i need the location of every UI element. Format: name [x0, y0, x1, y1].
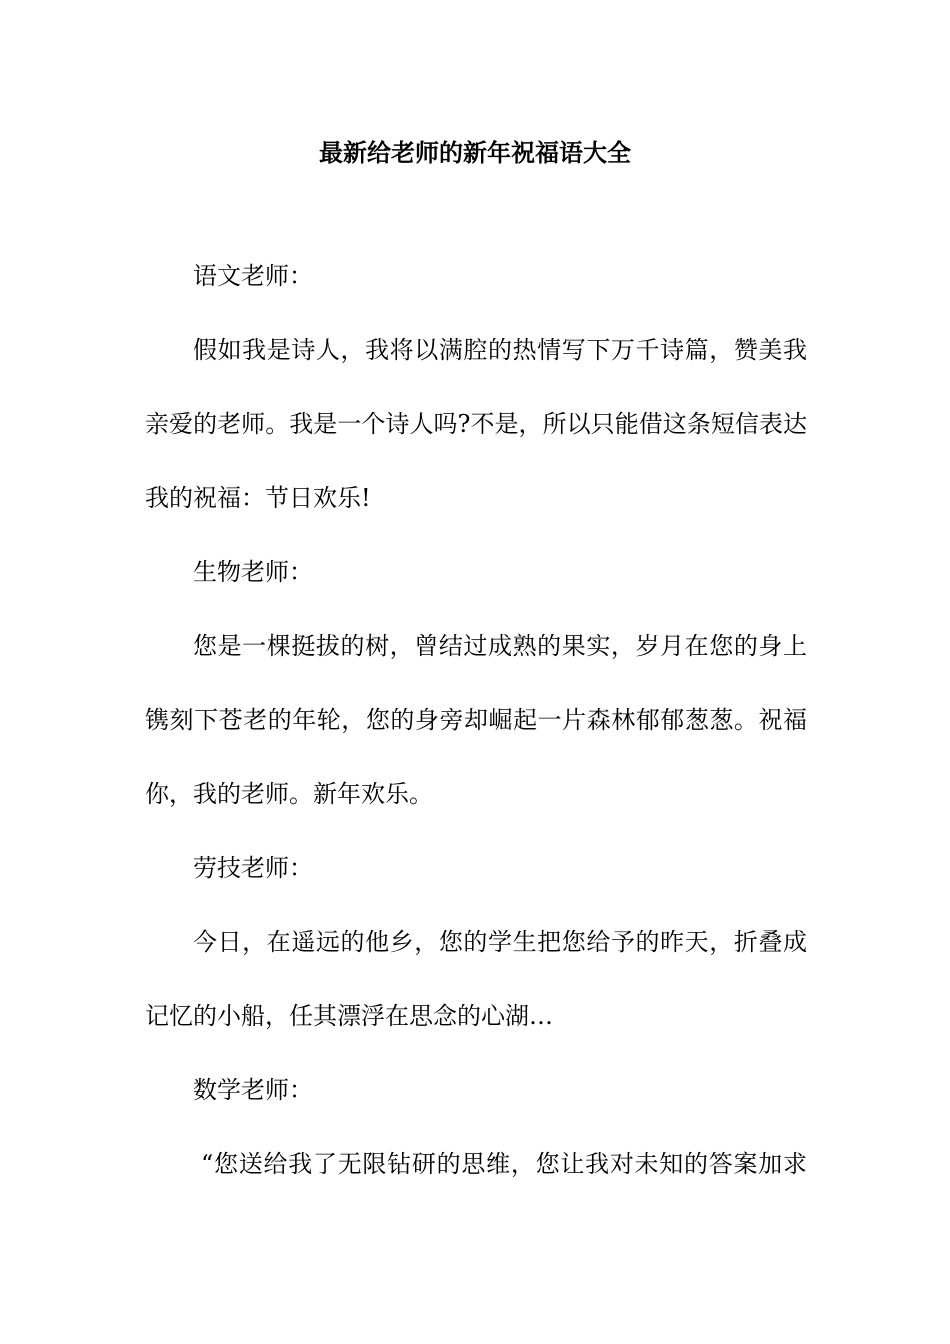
document-title: 最新给老师的新年祝福语大全	[319, 138, 631, 167]
paragraph-line: 记忆的小船，任其漂浮在思念的心湖…	[145, 1002, 553, 1030]
paragraph-line: “您送给我了无限钻研的思维，您让我对未知的答案加求	[201, 1150, 807, 1178]
paragraph-line: 镌刻下苍老的年轮，您的身旁却崛起一片森林郁郁葱葱。祝福	[145, 706, 807, 734]
paragraph-line: 今日，在遥远的他乡，您的学生把您给予的昨天，折叠成	[193, 928, 807, 956]
section-heading-labor-teacher: 劳技老师：	[193, 854, 313, 882]
section-heading-chinese-teacher: 语文老师：	[193, 262, 313, 290]
paragraph-line: 你，我的老师。新年欢乐。	[145, 780, 433, 808]
paragraph-line: 您是一棵挺拔的树，曾结过成熟的果实，岁月在您的身上	[193, 632, 807, 660]
paragraph-line: 我的祝福：节日欢乐!	[145, 484, 371, 512]
document-body	[145, 254, 807, 1216]
section-heading-math-teacher: 数学老师：	[193, 1076, 313, 1104]
paragraph-line: 假如我是诗人，我将以满腔的热情写下万千诗篇，赞美我	[193, 336, 807, 364]
paragraph-line: 亲爱的老师。我是一个诗人吗?不是，所以只能借这条短信表达	[145, 410, 807, 438]
section-heading-biology-teacher: 生物老师：	[193, 558, 313, 586]
